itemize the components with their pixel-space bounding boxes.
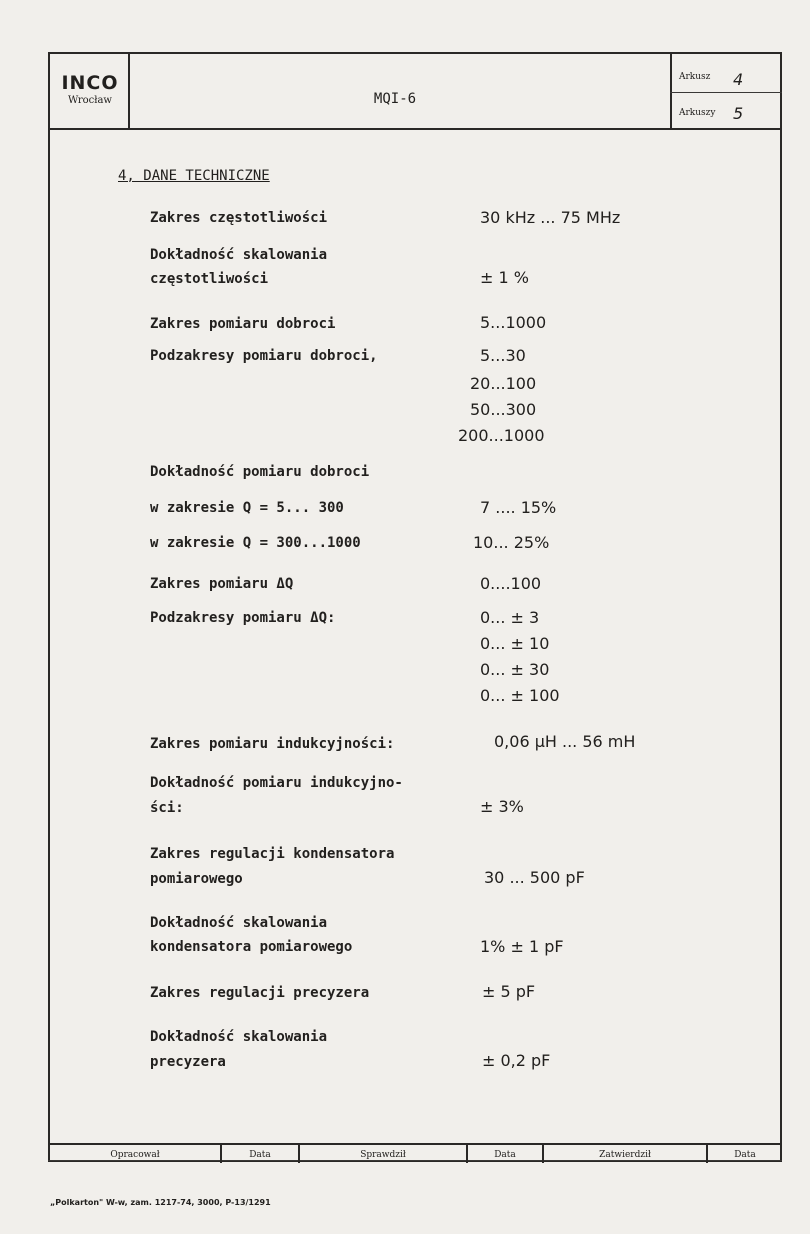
footer-header-rule xyxy=(48,1160,782,1161)
spec-value: 30 kHz ... 75 MHz xyxy=(480,208,621,227)
header-divider-left xyxy=(128,52,130,130)
footer-col-date: Data xyxy=(494,1150,516,1160)
spec-label: w zakresie Q = 5... 300 xyxy=(150,500,344,516)
footer-col-date: Data xyxy=(249,1150,271,1160)
spec-value: 0....100 xyxy=(480,574,542,593)
spec-label: w zakresie Q = 300...1000 xyxy=(150,535,361,551)
spec-value: 10... 25% xyxy=(473,533,550,552)
spec-label: Dokładność skalowania xyxy=(150,915,328,931)
sheets-count: 5 xyxy=(733,104,744,123)
spec-label: Zakres regulacji kondensatora xyxy=(150,846,395,862)
footer-col-checked: Sprawdził xyxy=(360,1150,406,1160)
spec-label: Dokładność pomiaru indukcyjno- xyxy=(150,775,403,791)
printer-imprint: „Polkarton" W-w, zam. 1217-74, 3000, P-13/1291 xyxy=(50,1198,271,1207)
spec-value: ± 1 % xyxy=(480,268,529,287)
spec-value: ± 0,2 pF xyxy=(482,1051,551,1070)
spec-label: Podzakresy pomiaru dobroci, xyxy=(150,348,378,364)
section-heading: 4, DANE TECHNICZNE xyxy=(118,168,270,184)
spec-value: 5...1000 xyxy=(480,313,547,332)
spec-value: 30 ... 500 pF xyxy=(484,868,585,887)
spec-label: Dokładność skalowania xyxy=(150,247,328,263)
spec-value: 5...30 xyxy=(480,346,526,365)
spec-label: Zakres częstotliwości xyxy=(150,210,328,226)
footer-col-date: Data xyxy=(734,1150,756,1160)
spec-label: Podzakresy pomiaru ΔQ: xyxy=(150,610,336,626)
spec-value: 0,06 µH ... 56 mH xyxy=(494,732,636,751)
sheet-number: 4 xyxy=(733,70,744,89)
spec-value: ± 3% xyxy=(480,797,524,816)
sheet-label: Arkusz xyxy=(679,72,711,82)
spec-value: 200...1000 xyxy=(458,426,545,445)
spec-label: pomiarowego xyxy=(150,871,243,887)
spec-value: 0... ± 3 xyxy=(480,608,540,627)
document-model: MQI-6 xyxy=(373,91,417,107)
header-divider-right xyxy=(670,52,672,130)
spec-value: 50...300 xyxy=(470,400,537,419)
spec-label: Dokładność pomiaru dobroci xyxy=(150,464,370,480)
company-logo: INCO xyxy=(61,72,119,94)
spec-value: 20...100 xyxy=(470,374,537,393)
spec-label: Zakres pomiaru dobroci xyxy=(150,316,336,332)
spec-label: Dokładność skalowania xyxy=(150,1029,328,1045)
footer-col-prepared: Opracował xyxy=(110,1150,160,1160)
spec-label: ści: xyxy=(150,800,184,816)
spec-value: ± 5 pF xyxy=(482,982,536,1001)
company-city: Wrocław xyxy=(68,95,112,106)
spec-value: 1% ± 1 pF xyxy=(480,937,564,956)
spec-value: 7 .... 15% xyxy=(480,498,557,517)
sheets-label: Arkuszy xyxy=(679,108,716,118)
spec-label: Zakres pomiaru ΔQ xyxy=(150,576,294,592)
spec-label: częstotliwości xyxy=(150,271,269,287)
spec-label: precyzera xyxy=(150,1054,226,1070)
spec-value: 0... ± 30 xyxy=(480,660,550,679)
spec-value: 0... ± 10 xyxy=(480,634,550,653)
spec-value: 0... ± 100 xyxy=(480,686,560,705)
footer-top-rule xyxy=(48,1143,782,1145)
spec-label: Zakres regulacji precyzera xyxy=(150,985,370,1001)
spec-label: Zakres pomiaru indukcyjności: xyxy=(150,736,395,752)
header-sheet-divider xyxy=(670,92,782,93)
spec-label: kondensatora pomiarowego xyxy=(150,939,353,955)
footer-col-approved: Zatwierdził xyxy=(599,1150,651,1160)
